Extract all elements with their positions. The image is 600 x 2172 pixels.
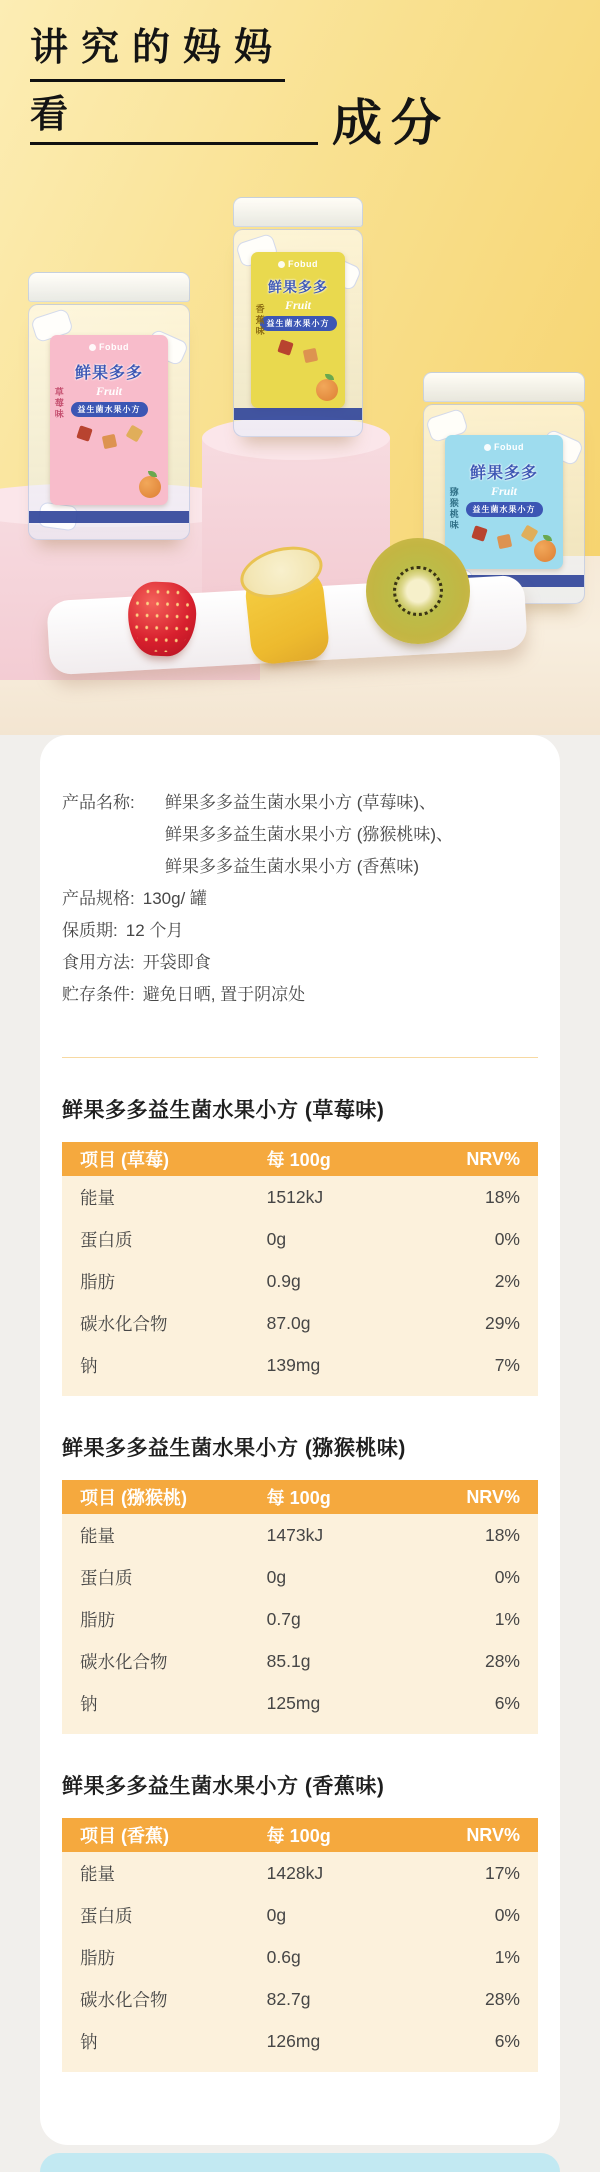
card-gap xyxy=(0,2145,600,2153)
nutrient-nrv: 17% xyxy=(484,1862,520,1883)
info-label: 产品名称: xyxy=(62,793,135,812)
table-body xyxy=(62,1852,538,2072)
column-header-nrv: NRV% xyxy=(466,1486,520,1507)
fruit-cube-icons xyxy=(257,341,340,362)
table-row xyxy=(62,1302,538,1344)
table-body xyxy=(62,1176,538,1396)
product-name-line: 鲜果多多益生菌水果小方 (香蕉味) xyxy=(165,857,420,876)
nutrient-amount: 126mg xyxy=(266,2030,321,2051)
nutrition-title: 鲜果多多益生菌水果小方 (猕猴桃味) xyxy=(62,1437,406,1460)
jar-title: 鲜果多多 xyxy=(74,365,143,382)
nutrient-amount: 87.0g xyxy=(266,1312,311,1333)
brand-logo-icon xyxy=(484,444,491,451)
nutrition-title: 鲜果多多益生菌水果小方 (香蕉味) xyxy=(62,1775,385,1798)
info-label: 保质期: xyxy=(62,921,118,940)
nutrient-nrv: 0% xyxy=(494,1904,520,1925)
product-name-line: 鲜果多多益生菌水果小方 (猕猴桃味)、 xyxy=(165,825,454,844)
nutrient-name: 钠 xyxy=(80,1355,98,1376)
brand-name: Fobud xyxy=(494,442,524,452)
table-row xyxy=(62,1260,538,1302)
nutrient-name: 碳水化合物 xyxy=(80,1313,168,1334)
nutrient-name: 钠 xyxy=(80,1693,98,1714)
nutrient-amount: 1473kJ xyxy=(266,1524,324,1545)
info-row xyxy=(62,947,538,979)
nutrient-name: 能量 xyxy=(80,1863,115,1884)
brand-logo xyxy=(56,342,162,352)
table-header-row xyxy=(62,1818,538,1852)
product-info-card xyxy=(40,735,560,2145)
section-divider xyxy=(62,1057,538,1058)
column-header-item: 项目 (猕猴桃) xyxy=(80,1488,187,1508)
table-row xyxy=(62,1514,538,1556)
orange-mascot-icon xyxy=(139,476,161,498)
product-name-values xyxy=(165,787,453,883)
jar-body xyxy=(28,304,190,540)
jar-script-text: Fruit xyxy=(490,484,517,498)
headline-underline-blank xyxy=(30,95,318,146)
brand-logo xyxy=(451,442,557,452)
column-header-nrv: NRV% xyxy=(466,1824,520,1845)
table-row xyxy=(62,1344,538,1386)
column-header-per100g: 每 100g xyxy=(266,1488,331,1508)
jar-flavor-vertical: 香蕉味 xyxy=(254,304,265,337)
nutrient-name: 蛋白质 xyxy=(80,1567,133,1588)
info-label: 食用方法: xyxy=(62,953,135,972)
table-row xyxy=(62,1852,538,1894)
info-value: 12 个月 xyxy=(125,921,184,940)
brand-logo xyxy=(257,259,340,269)
nutrition-section xyxy=(62,1096,538,1396)
jar-navy-band xyxy=(29,511,189,523)
info-label: 贮存条件: xyxy=(62,985,135,1004)
column-header-per100g: 每 100g xyxy=(266,1150,331,1170)
nutrient-amount: 139mg xyxy=(266,1354,321,1375)
nutrition-table xyxy=(62,1480,538,1734)
nutrient-amount: 82.7g xyxy=(266,1988,311,2009)
product-name-row xyxy=(62,787,538,883)
nutrition-sections xyxy=(62,1096,538,2072)
table-row xyxy=(62,1176,538,1218)
jar-label-banana xyxy=(251,252,346,408)
nutrient-amount: 0g xyxy=(266,1904,287,1925)
nutrient-amount: 1428kJ xyxy=(266,1862,324,1883)
table-row xyxy=(62,1936,538,1978)
nutrient-name: 脂肪 xyxy=(80,1609,115,1630)
table-row xyxy=(62,1682,538,1724)
nutrient-nrv: 0% xyxy=(494,1566,520,1587)
jar-lid xyxy=(28,272,190,302)
nutrient-name: 脂肪 xyxy=(80,1947,115,1968)
jar-flavor-vertical: 猕猴桃味 xyxy=(448,487,459,531)
product-name-line: 鲜果多多益生菌水果小方 (草莓味)、 xyxy=(165,793,437,812)
table-header-row xyxy=(62,1142,538,1176)
nutrient-amount: 85.1g xyxy=(266,1650,311,1671)
orange-mascot-icon xyxy=(534,540,556,562)
table-row xyxy=(62,2020,538,2062)
orange-mascot-icon xyxy=(316,379,338,401)
nutrient-name: 脂肪 xyxy=(80,1271,115,1292)
nutrient-nrv: 7% xyxy=(494,1354,520,1375)
jar-body xyxy=(233,229,363,437)
info-value: 130g/ 罐 xyxy=(142,889,207,908)
nutrient-name: 蛋白质 xyxy=(80,1229,133,1250)
nutrient-amount: 0.9g xyxy=(266,1270,301,1291)
nutrient-nrv: 18% xyxy=(484,1524,520,1545)
banana-image xyxy=(237,544,335,668)
table-row xyxy=(62,1894,538,1936)
nutrient-nrv: 2% xyxy=(494,1270,520,1291)
nutrient-name: 碳水化合物 xyxy=(80,1651,168,1672)
nutrition-title: 鲜果多多益生菌水果小方 (草莓味) xyxy=(62,1099,385,1122)
brand-logo-icon xyxy=(278,261,285,268)
column-header-per100g: 每 100g xyxy=(266,1826,331,1846)
nutrient-nrv: 28% xyxy=(484,1650,520,1671)
info-label: 产品规格: xyxy=(62,889,135,908)
jar-lid xyxy=(233,197,363,227)
product-info xyxy=(62,787,538,1011)
table-body xyxy=(62,1514,538,1734)
nutrient-name: 碳水化合物 xyxy=(80,1989,168,2010)
jar-lid xyxy=(423,372,585,402)
table-header-row xyxy=(62,1480,538,1514)
product-info-rows xyxy=(62,883,538,1011)
column-header-item: 项目 (香蕉) xyxy=(80,1826,169,1846)
table-row xyxy=(62,1556,538,1598)
fruit-cube-icons xyxy=(56,427,162,448)
nutrition-section xyxy=(62,1434,538,1734)
jar-title: 鲜果多多 xyxy=(469,465,538,482)
next-section-top-band xyxy=(40,2153,560,2172)
nutrition-table xyxy=(62,1142,538,1396)
headline-line1: 讲究的妈妈 xyxy=(30,26,285,82)
jar-script-text: Fruit xyxy=(284,298,311,312)
brand-logo-icon xyxy=(89,344,96,351)
jar-script-text: Fruit xyxy=(95,384,122,398)
nutrient-name: 蛋白质 xyxy=(80,1905,133,1926)
info-value: 开袋即食 xyxy=(142,953,211,972)
jar-title: 鲜果多多 xyxy=(268,279,328,295)
jar-subtitle: 益生菌水果小方 xyxy=(71,402,148,417)
jar-label-kiwi xyxy=(445,435,563,569)
headline-kan: 看 xyxy=(30,93,69,136)
nutrient-nrv: 29% xyxy=(484,1312,520,1333)
column-header-item: 项目 (草莓) xyxy=(80,1150,169,1170)
table-row xyxy=(62,1978,538,2020)
nutrient-nrv: 1% xyxy=(494,1946,520,1967)
info-value: 避免日晒, 置于阴凉处 xyxy=(142,985,306,1004)
nutrient-name: 能量 xyxy=(80,1187,115,1208)
brand-name: Fobud xyxy=(288,259,318,269)
nutrient-amount: 0g xyxy=(266,1228,287,1249)
nutrition-table xyxy=(62,1818,538,2072)
nutrition-section xyxy=(62,1772,538,2072)
product-jar-banana xyxy=(233,197,363,437)
nutrient-name: 能量 xyxy=(80,1525,115,1546)
info-row xyxy=(62,979,538,1011)
jar-subtitle: 益生菌水果小方 xyxy=(260,316,337,331)
jar-label-strawberry xyxy=(50,335,168,505)
headline xyxy=(30,26,450,152)
nutrient-nrv: 6% xyxy=(494,2030,520,2051)
nutrient-amount: 1512kJ xyxy=(266,1186,324,1207)
headline-chengfen: 成分 xyxy=(332,95,450,152)
nutrient-amount: 0g xyxy=(266,1566,287,1587)
nutrient-nrv: 1% xyxy=(494,1608,520,1629)
column-header-nrv: NRV% xyxy=(466,1148,520,1169)
nutrient-amount: 0.6g xyxy=(266,1946,301,1967)
nutrient-amount: 0.7g xyxy=(266,1608,301,1629)
table-row xyxy=(62,1218,538,1260)
nutrient-amount: 125mg xyxy=(266,1692,321,1713)
table-row xyxy=(62,1640,538,1682)
headline-line2 xyxy=(30,93,450,152)
nutrient-nrv: 18% xyxy=(484,1186,520,1207)
jar-subtitle: 益生菌水果小方 xyxy=(466,502,543,517)
info-row xyxy=(62,883,538,915)
brand-name: Fobud xyxy=(99,342,129,352)
kiwi-image xyxy=(366,538,470,644)
nutrient-nrv: 6% xyxy=(494,1692,520,1713)
table-row xyxy=(62,1598,538,1640)
kiwi-seeds xyxy=(393,566,443,617)
info-row xyxy=(62,915,538,947)
nutrient-nrv: 28% xyxy=(484,1988,520,2009)
product-jar-strawberry xyxy=(28,272,190,540)
jar-flavor-vertical: 草莓味 xyxy=(53,387,64,420)
nutrient-nrv: 0% xyxy=(494,1228,520,1249)
hero-section xyxy=(0,0,600,735)
jar-navy-band xyxy=(234,408,362,420)
nutrient-name: 钠 xyxy=(80,2031,98,2052)
